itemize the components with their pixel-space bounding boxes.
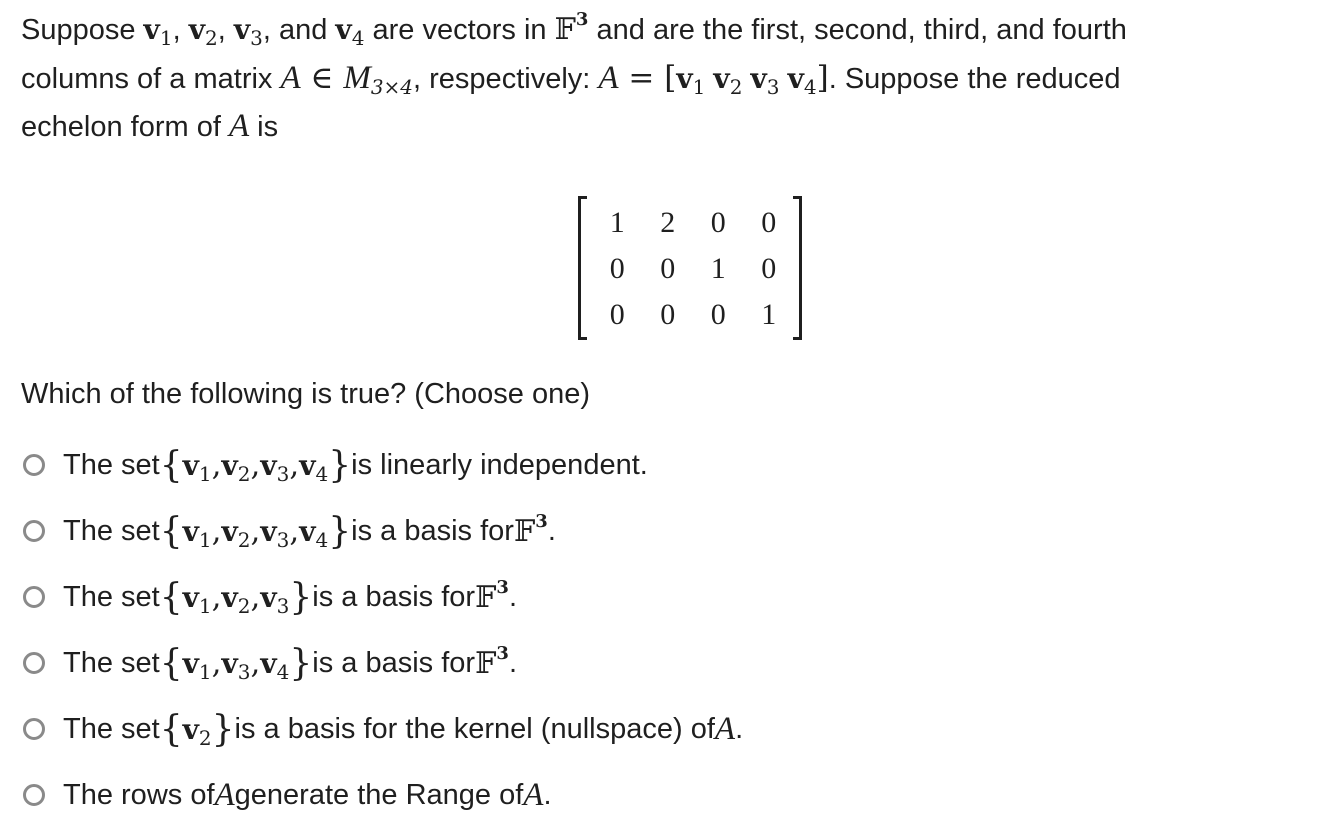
option-v1-v3-v4-basis[interactable] (21, 630, 1221, 696)
option-text: The rows of (63, 778, 215, 811)
matrix-symbol-a: A (280, 60, 301, 96)
matrix-entry: 0 (660, 252, 676, 285)
field-f3: 𝔽$^3$ (513, 510, 548, 549)
right-brace: } (328, 510, 352, 552)
option-linearly-independent[interactable] (21, 432, 1221, 498)
radio-button[interactable] (23, 454, 45, 476)
matrix-entry: 0 (609, 252, 625, 285)
equals-sign: = (618, 60, 665, 96)
matrix-entries (592, 200, 794, 338)
vector-v3: $v_3$ (260, 514, 290, 552)
option-text: The set (63, 514, 160, 547)
matrix-left-bracket (578, 196, 587, 340)
text-and: , and (262, 14, 336, 46)
period: . (508, 580, 517, 613)
vector-v3: $v_3$ (221, 646, 251, 684)
field-f3: 𝔽$^3$ (475, 642, 509, 681)
vector-v1: $v_1$ (143, 13, 173, 50)
right-bracket: ] (816, 60, 829, 96)
comma: , (250, 645, 261, 681)
matrix-entry: 0 (609, 298, 625, 331)
text-is: is (249, 111, 279, 143)
matrix-entry: 0 (710, 206, 726, 239)
answer-options (21, 432, 1221, 828)
matrix-entry: 1 (609, 206, 625, 239)
left-brace: { (159, 708, 183, 750)
vector-v3: $v_3$ (260, 580, 290, 618)
right-brace: } (289, 642, 313, 684)
vector-v1: $v_1$ (182, 514, 212, 552)
vector-v2: $v_2$ (182, 712, 212, 750)
field-f3: 𝔽$^3$ (554, 9, 589, 47)
matrix-entry: 1 (710, 252, 726, 285)
comma: , (211, 513, 222, 549)
radio-button[interactable] (23, 652, 45, 674)
option-text: is a basis for (351, 514, 514, 547)
left-bracket: [ (664, 60, 677, 96)
vector-v1: $v_1$ (182, 646, 212, 684)
text-vectors-in: are vectors in (364, 14, 555, 46)
matrix-symbol-a: A (714, 710, 736, 747)
right-brace: } (328, 444, 352, 486)
comma: , (250, 447, 261, 483)
comma: , (250, 579, 261, 615)
matrix-symbol-a: A (598, 60, 619, 96)
vector-v2: $v_2$ (713, 62, 743, 99)
vector-v1: $v_1$ (182, 580, 212, 618)
left-brace: { (159, 642, 183, 684)
radio-button[interactable] (23, 784, 45, 806)
option-text: The set (63, 580, 160, 613)
option-text: is a basis for (312, 646, 476, 679)
vector-v1: $v_1$ (182, 448, 212, 486)
radio-button[interactable] (23, 586, 45, 608)
matrix-entry: 2 (660, 206, 676, 239)
period: . (735, 712, 744, 745)
radio-button[interactable] (23, 520, 45, 542)
option-text: is a basis for (312, 580, 476, 613)
matrix-space: M3×4 (343, 60, 414, 99)
vector-v2: $v_2$ (221, 580, 251, 618)
field-f3: 𝔽$^3$ (475, 576, 509, 615)
vector-v1: $v_1$ (676, 62, 706, 99)
period: . (508, 646, 517, 679)
option-text: is a basis for the kernel (nullspace) of (234, 712, 715, 745)
matrix-right-bracket (793, 196, 802, 340)
matrix-entry: 0 (710, 298, 726, 331)
statement-line-3 (21, 102, 1321, 150)
left-brace: { (159, 510, 183, 552)
vector-v4: $v_4$ (299, 514, 329, 552)
matrix-symbol-a: A (523, 776, 544, 813)
radio-button[interactable] (23, 718, 45, 740)
right-brace: } (211, 708, 235, 750)
question-prompt: Which of the following is true? (Choose one) (21, 378, 591, 410)
left-brace: { (159, 444, 183, 486)
vector-v3: $v_3$ (260, 448, 290, 486)
option-v1-v2-v3-basis[interactable] (21, 564, 1221, 630)
matrix-entry: 0 (761, 206, 777, 239)
text-columns-of: columns of a matrix (21, 63, 281, 95)
option-text: generate the Range of (234, 778, 524, 811)
statement-line-2 (21, 54, 1321, 102)
matrix-symbol-a: A (214, 776, 235, 813)
vector-v2: $v_2$ (221, 448, 251, 486)
vector-v2: $v_2$ (221, 514, 251, 552)
comma: , (289, 513, 300, 549)
element-of-symbol: ∈ (300, 60, 344, 96)
right-brace: } (289, 576, 313, 618)
comma: , (211, 579, 222, 615)
option-text: The set (63, 712, 160, 745)
text-respectively: , respectively: (413, 63, 599, 95)
vector-v4: $v_4$ (260, 646, 290, 684)
matrix-entry: 0 (660, 298, 676, 331)
vector-v2: $v_2$ (188, 13, 218, 50)
vector-v4: $v_4$ (299, 448, 329, 486)
comma: , (211, 447, 222, 483)
option-text: The set (63, 646, 160, 679)
comma: , (289, 447, 300, 483)
left-brace: { (159, 576, 183, 618)
rref-matrix (578, 196, 802, 342)
comma: , (172, 14, 189, 46)
option-four-vectors-basis[interactable] (21, 498, 1221, 564)
statement-line-1 (21, 6, 1321, 54)
text-echelon-form: echelon form of (21, 111, 229, 143)
vector-v4: $v_4$ (335, 13, 365, 50)
option-rows-generate-range[interactable] (21, 762, 1221, 828)
vector-v3: $v_3$ (750, 62, 780, 99)
vector-v4: $v_4$ (787, 62, 817, 99)
matrix-entry: 1 (761, 298, 777, 331)
option-text: is linearly independent. (351, 448, 648, 481)
comma: , (217, 14, 234, 46)
period: . (547, 514, 556, 547)
comma: , (211, 645, 222, 681)
text-suppose-reduced: . Suppose the reduced (828, 63, 1121, 95)
matrix-entry: 0 (761, 252, 777, 285)
comma: , (250, 513, 261, 549)
vector-v3: $v_3$ (233, 13, 263, 50)
matrix-symbol-a: A (228, 108, 250, 144)
text-columns-desc: and are the first, second, third, and fourth (588, 14, 1127, 46)
option-v2-kernel-basis[interactable] (21, 696, 1221, 762)
text-suppose: Suppose (21, 14, 144, 46)
problem-statement (21, 6, 1321, 150)
period: . (543, 778, 552, 811)
option-text: The set (63, 448, 160, 481)
